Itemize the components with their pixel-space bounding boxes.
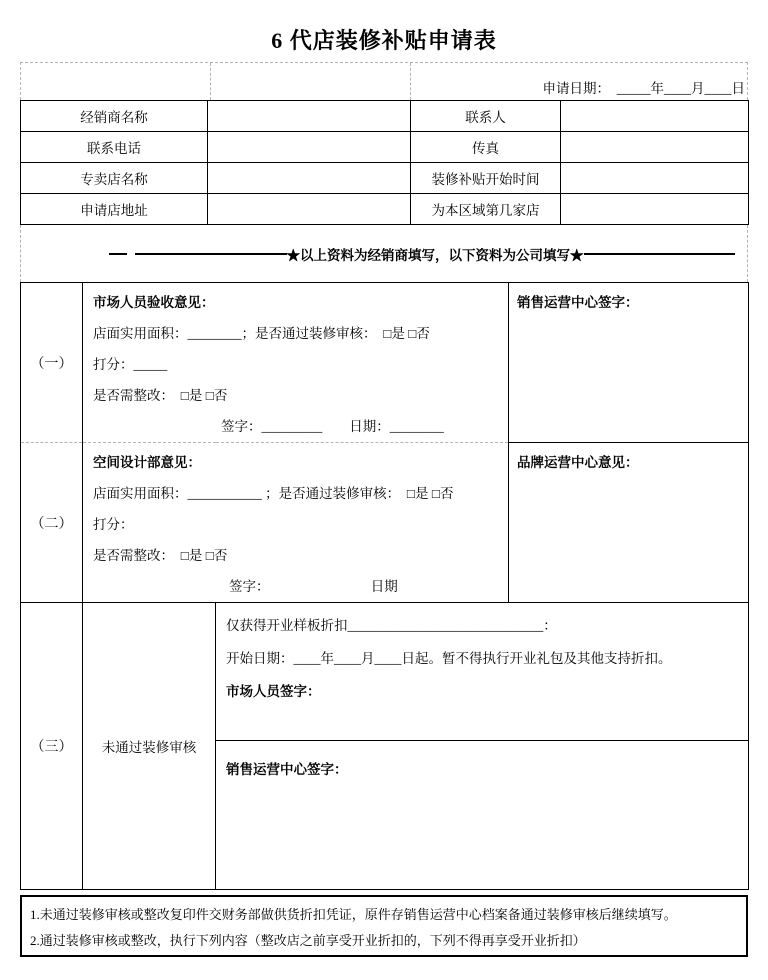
section-three-row xyxy=(21,603,749,890)
section-two-area-line: 店面实用面积：___________ ；是否通过装修审核： □是 □否 xyxy=(93,486,454,501)
subsidy-start-time-value-cell xyxy=(561,163,749,194)
market-staff-sign-heading: 市场人员签字： xyxy=(226,684,321,699)
section-one-score-line: 打分：_____ xyxy=(93,357,168,372)
fax-label: 传真 xyxy=(411,132,561,163)
section-two-sign-date-line: 签字： 日期 xyxy=(229,579,398,594)
start-date-line: 开始日期：____年____月____日起。暂不得执行开业礼包及其他支持折扣。 xyxy=(226,651,672,666)
section-one-sign-date-line: 签字：_________ 日期：________ xyxy=(221,419,444,434)
page-title: 6 代店装修补贴申请表 xyxy=(271,28,497,53)
section-one-rectify-line: 是否需整改： □是 □否 xyxy=(93,388,228,403)
note-line-2: 2.通过装修审核或整改，执行下列内容（整改店之前享受开业折扣的，下列不得再享受开业折扣） xyxy=(30,933,586,948)
divider-line xyxy=(135,253,287,255)
brand-center-opinion-cell: 品牌运营中心意见： xyxy=(509,443,749,603)
divider-text: ★以上资料为经销商填写，以下资料为公司填写★ xyxy=(286,247,584,263)
market-acceptance-heading: 市场人员验收意见： xyxy=(93,295,215,310)
table-row xyxy=(21,163,749,194)
company-review-table xyxy=(20,282,749,890)
apply-date-line: 申请日期： _____年____月____日 xyxy=(542,81,745,96)
section-two-content-cell xyxy=(83,443,509,603)
table-row xyxy=(21,101,749,132)
contact-person-value-cell xyxy=(561,101,749,132)
subsidy-start-time-label: 装修补贴开始时间 xyxy=(411,163,561,194)
divider-line xyxy=(584,253,736,255)
store-name-value-cell xyxy=(208,163,411,194)
not-passed-review-label: 未通过装修审核 xyxy=(83,603,216,890)
fax-value-cell xyxy=(561,132,749,163)
store-address-label: 申请店地址 xyxy=(21,194,208,225)
sales-center-sign-cell: 销售运营中心签字： xyxy=(509,283,749,443)
store-name-label: 专卖店名称 xyxy=(21,163,208,194)
section-one-row xyxy=(21,283,749,443)
store-number-in-region-value-cell xyxy=(561,194,749,225)
section-two-index: （二） xyxy=(21,443,83,603)
opening-sample-discount-line: 仅获得开业样板折扣_____________________________： xyxy=(226,618,557,633)
space-design-heading: 空间设计部意见： xyxy=(93,455,201,470)
section-one-index: （一） xyxy=(21,283,83,443)
section-two-rectify-line: 是否需整改： □是 □否 xyxy=(93,548,228,563)
contact-person-label: 联系人 xyxy=(411,101,561,132)
note-line-1: 1.未通过装修审核或整改复印件交财务部做供货折扣凭证，原件存销售运营中心档案备通过装修审核后继续填写。 xyxy=(30,907,677,922)
section-two-row xyxy=(21,443,749,603)
dealer-info-table xyxy=(20,100,749,225)
store-address-value-cell xyxy=(208,194,411,225)
sales-center-sign-heading: 销售运营中心签字： xyxy=(226,762,348,777)
apply-date-header-row xyxy=(20,62,748,100)
section-three-content-cell xyxy=(216,603,749,890)
section-one-content-cell xyxy=(83,283,509,443)
apply-header-empty-cell-1 xyxy=(21,63,211,100)
dealer-name-value-cell xyxy=(208,101,411,132)
table-row xyxy=(21,132,749,163)
dealer-name-label: 经销商名称 xyxy=(21,101,208,132)
section-two-score-line: 打分： xyxy=(93,517,134,532)
section-three-bottom-subcell xyxy=(216,740,748,888)
section-three-top-subcell xyxy=(216,603,748,740)
table-row xyxy=(21,194,749,225)
section-three-index: （三） xyxy=(21,603,83,890)
section-one-area-line: 店面实用面积：________；是否通过装修审核： □是 □否 xyxy=(93,326,430,341)
divider-line xyxy=(109,253,127,255)
fill-instruction-divider xyxy=(20,225,748,282)
contact-phone-label: 联系电话 xyxy=(21,132,208,163)
store-number-in-region-label: 为本区域第几家店 xyxy=(411,194,561,225)
footer-notes-box xyxy=(20,895,748,957)
contact-phone-value-cell xyxy=(208,132,411,163)
apply-header-empty-cell-2 xyxy=(211,63,411,100)
